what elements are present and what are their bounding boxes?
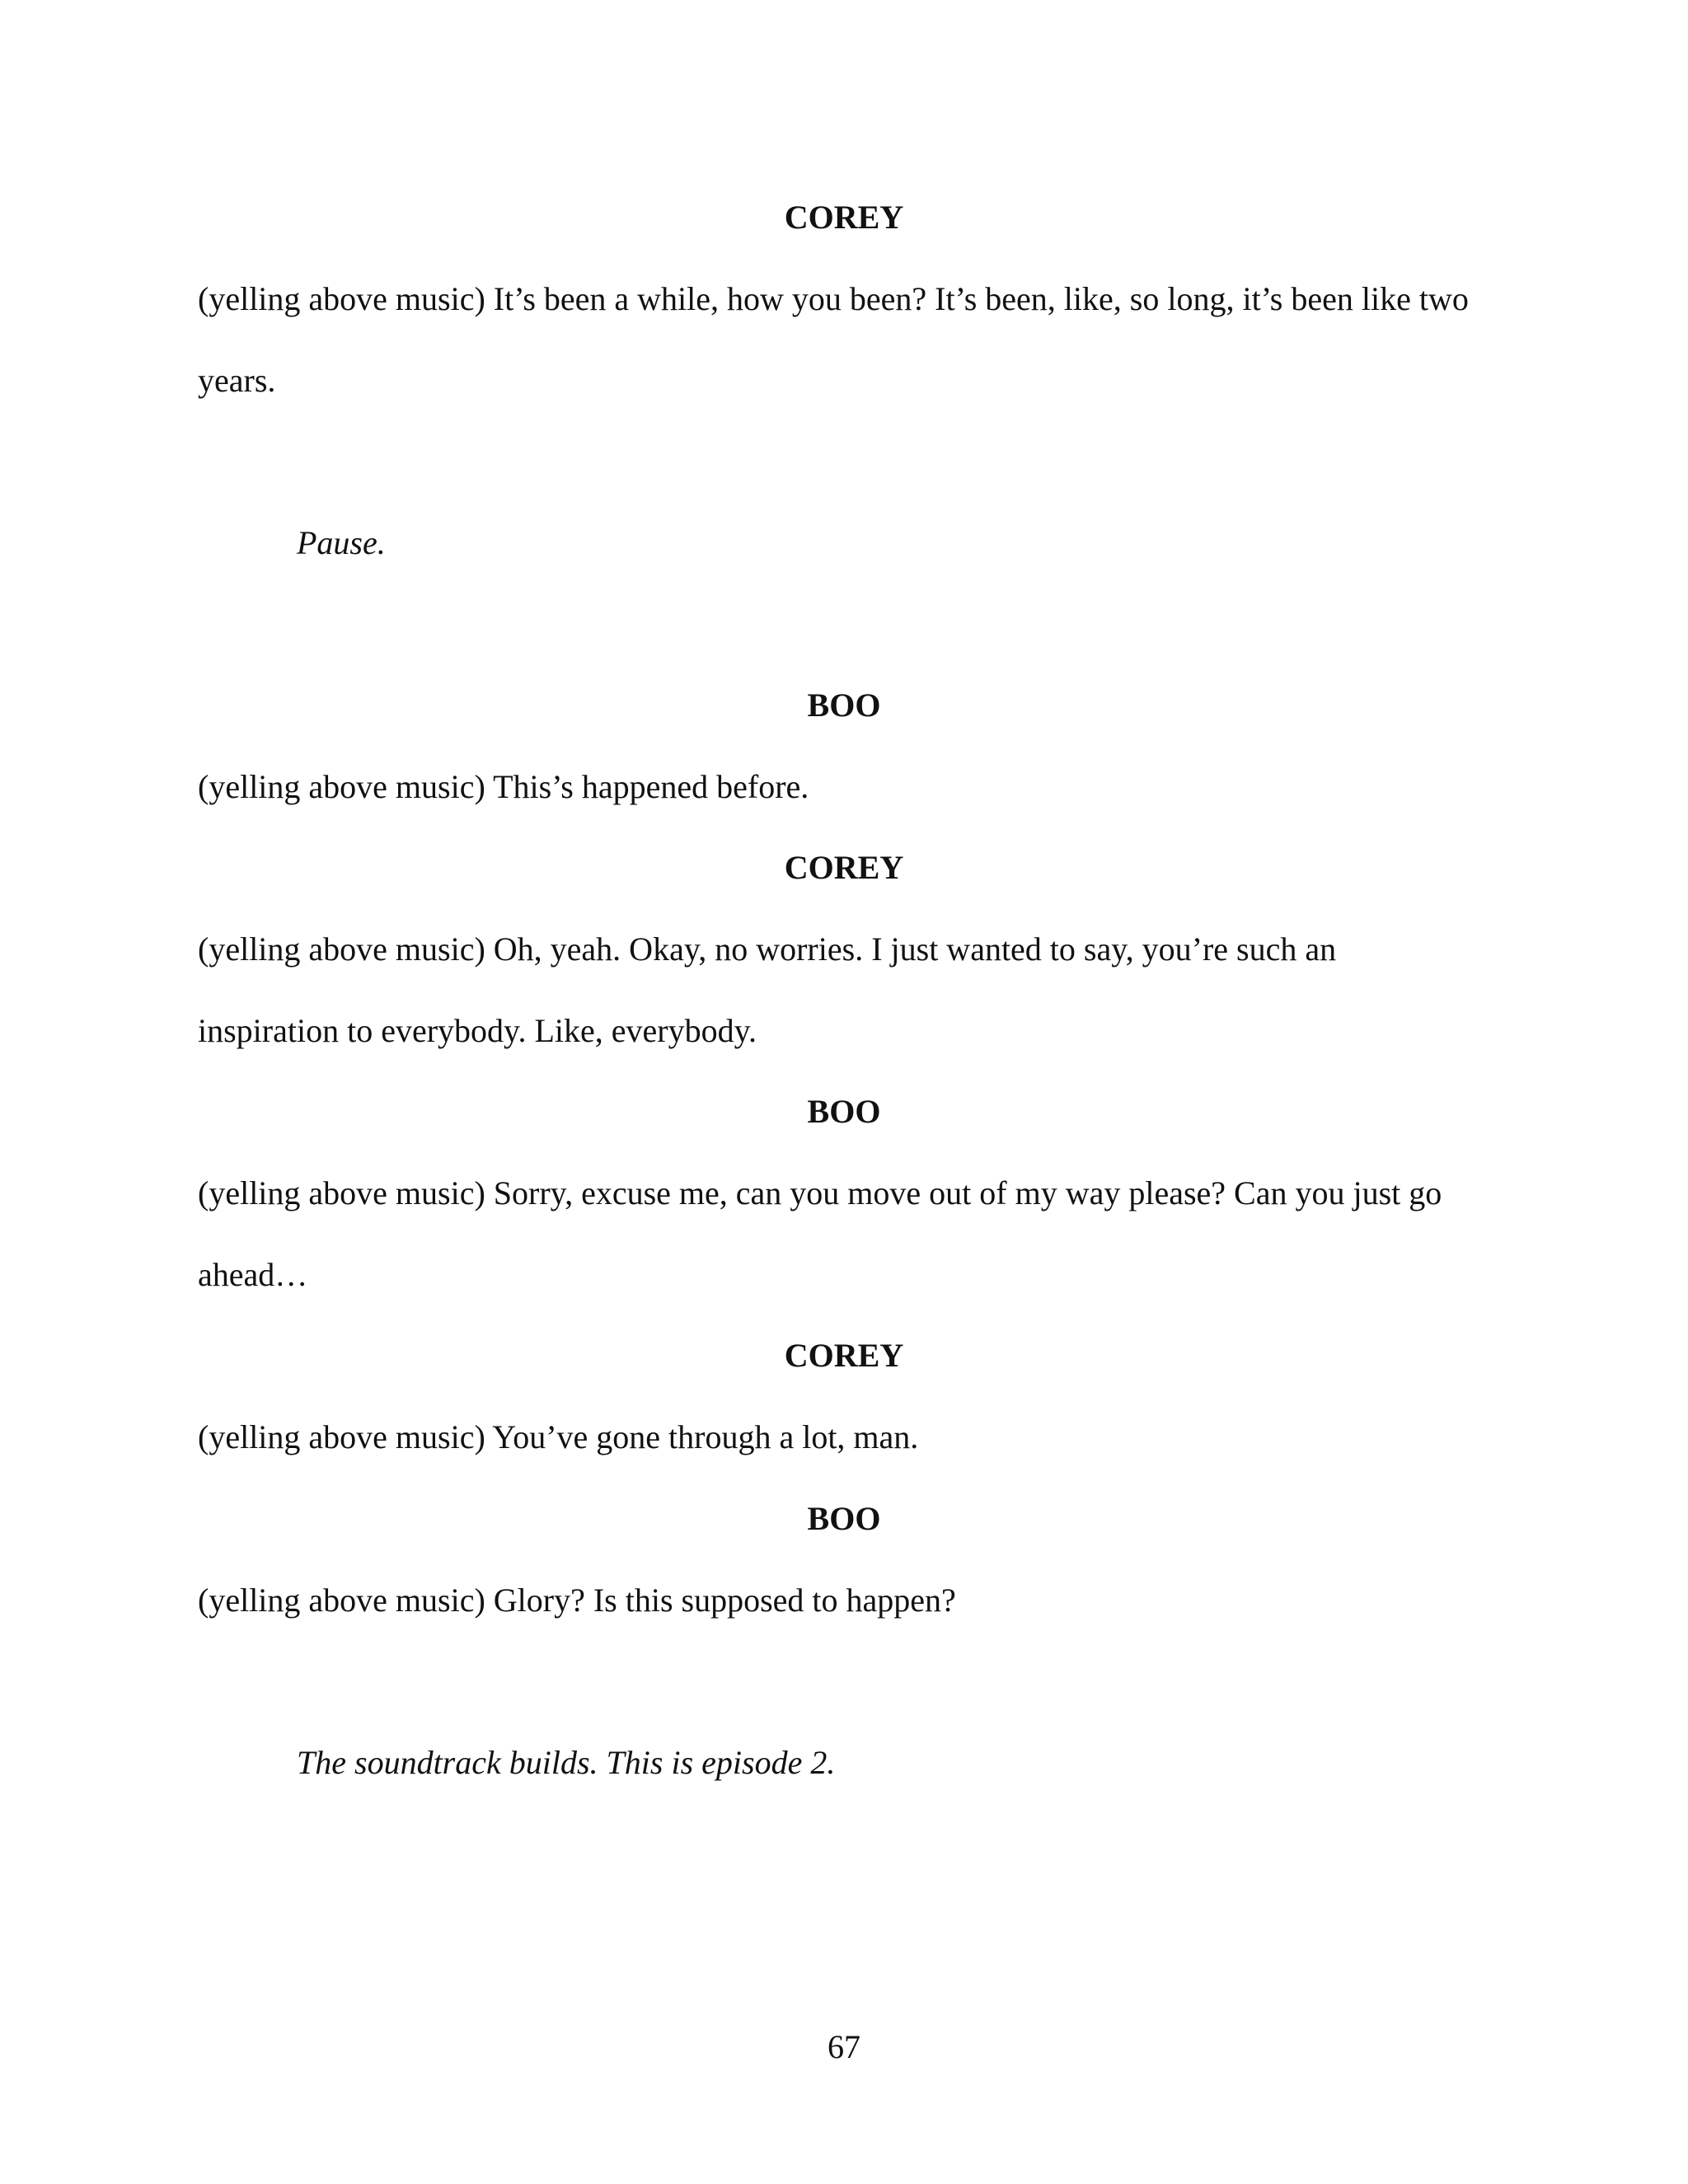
speaker-name: BOO	[807, 1093, 881, 1130]
dialogue-line: (yelling above music) Glory? Is this supposed to happen?	[198, 1582, 956, 1619]
speaker-name: BOO	[807, 687, 881, 724]
stage-direction: Pause.	[297, 524, 386, 561]
dialogue-line: inspiration to everybody. Like, everybody.	[198, 1012, 757, 1049]
page-number: 67	[828, 2028, 860, 2065]
speaker-name: COREY	[784, 1337, 904, 1374]
speaker-name: COREY	[784, 199, 904, 236]
speaker-name: BOO	[807, 1500, 881, 1537]
dialogue-line: ahead…	[198, 1256, 308, 1293]
dialogue-line: (yelling above music) Sorry, excuse me, can you move out of my way please? Can you just go	[198, 1174, 1442, 1212]
dialogue-line: (yelling above music) You’ve gone through a lot, man.	[198, 1418, 919, 1455]
stage-direction: The soundtrack builds. This is episode 2.	[297, 1744, 836, 1781]
dialogue-line: (yelling above music) It’s been a while, how you been? It’s been, like, so long, it’s been like two	[198, 280, 1469, 317]
dialogue-line: (yelling above music) Oh, yeah. Okay, no worries. I just wanted to say, you’re such an	[198, 930, 1337, 968]
speaker-name: COREY	[784, 849, 904, 886]
dialogue-line: (yelling above music) This’s happened before.	[198, 768, 809, 805]
dialogue-line: years.	[198, 362, 276, 399]
